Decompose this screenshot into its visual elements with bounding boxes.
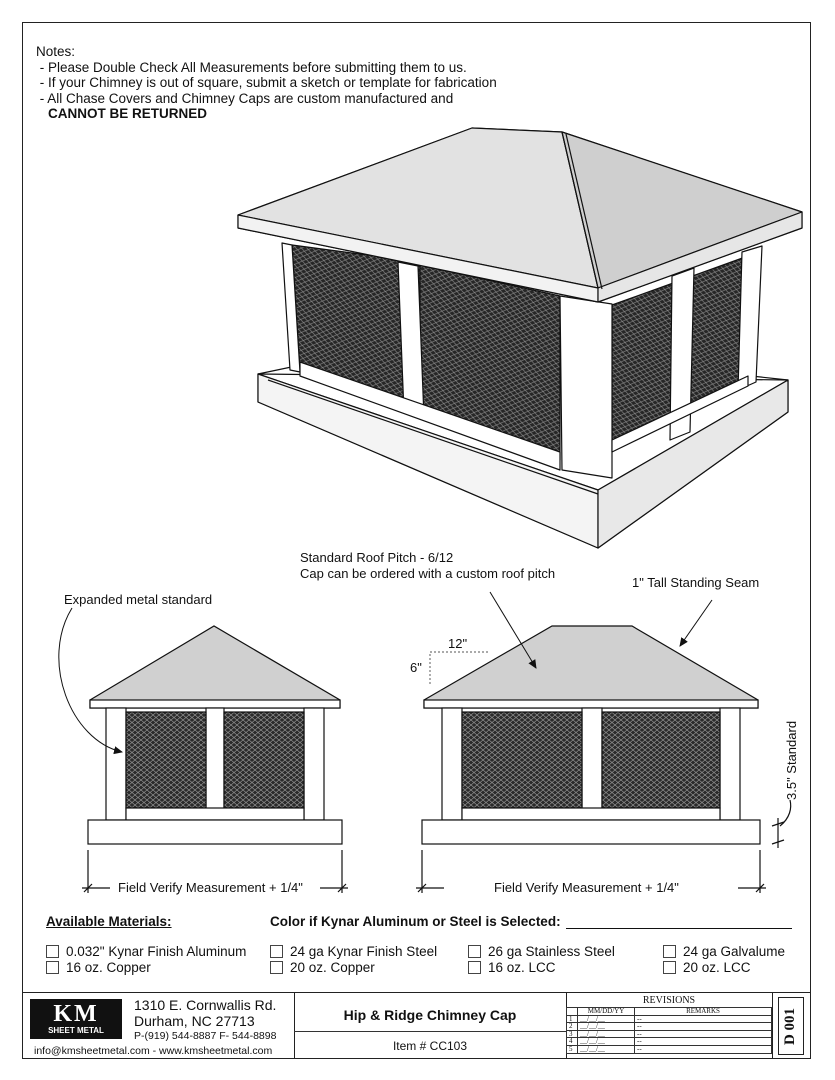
side-elevation — [82, 626, 348, 893]
material-label: 20 oz. Copper — [290, 960, 375, 975]
sheet-code: D 001 — [782, 1007, 799, 1045]
expanded-metal-label: Expanded metal standard — [64, 592, 213, 607]
custom-pitch-label: Cap can be ordered with a custom roof pitch — [300, 566, 556, 581]
material-label: 26 ga Stainless Steel — [488, 944, 615, 959]
checkbox[interactable] — [468, 961, 481, 974]
front-elevation — [416, 626, 791, 893]
checkbox[interactable] — [270, 945, 283, 958]
material-label: 16 oz. Copper — [66, 960, 151, 975]
material-label: 20 oz. LCC — [683, 960, 751, 975]
material-option[interactable] — [270, 960, 375, 975]
standard-height-label: 3.5" Standard — [784, 720, 799, 800]
roof-pitch-label: Standard Roof Pitch - 6/12 — [300, 550, 454, 565]
checkbox[interactable] — [46, 945, 59, 958]
material-option[interactable] — [468, 960, 556, 975]
checkbox[interactable] — [46, 961, 59, 974]
note-line-2: - If your Chimney is out of square, submit a sketch or template for fabrication — [36, 75, 497, 90]
note-line-3: - All Chase Covers and Chimney Caps are custom manufactured and — [36, 90, 454, 106]
pitch-rise-label: 6" — [410, 660, 422, 675]
divider — [772, 993, 773, 1058]
field-verify-right-label: Field Verify Measurement + 1/4" — [494, 880, 679, 895]
checkbox[interactable] — [663, 945, 676, 958]
logo-subtitle: SHEET METAL — [48, 1026, 104, 1035]
material-option[interactable] — [46, 944, 246, 959]
note-warning: CANNOT BE RETURNED — [48, 106, 208, 121]
revisions-table — [566, 1007, 772, 1054]
contact-info: info@kmsheetmetal.com - www.kmsheetmetal.com — [34, 1045, 273, 1057]
table-row: 2 __/__/__ -- — [567, 1023, 772, 1031]
material-option[interactable] — [46, 960, 151, 975]
color-entry-line[interactable] — [566, 914, 792, 929]
table-row: 1 __/__/__ -- — [567, 1015, 772, 1023]
table-row: 3 __/__/__ -- — [567, 1030, 772, 1038]
pitch-run-label: 12" — [448, 636, 468, 651]
material-label: 0.032" Kynar Finish Aluminum — [66, 944, 247, 959]
table-row: 4 __/__/__ -- — [567, 1038, 772, 1046]
standing-seam-label: 1" Tall Standing Seam — [632, 575, 760, 590]
phone-fax: P-(919) 544-8887 F- 544-8898 — [134, 1030, 277, 1042]
material-option[interactable] — [663, 944, 785, 959]
notes-heading: Notes: — [36, 44, 76, 59]
rev-col-date: MM/DD/YY — [578, 1008, 635, 1016]
material-option[interactable] — [270, 944, 437, 959]
checkbox[interactable] — [270, 961, 283, 974]
material-option[interactable] — [663, 960, 751, 975]
sheet-code-box — [778, 997, 804, 1055]
rev-col-remarks: REMARKS — [635, 1008, 772, 1016]
table-row: 5 __/__/__ -- — [567, 1045, 772, 1053]
checkbox[interactable] — [663, 961, 676, 974]
company-logo — [30, 999, 122, 1039]
material-label: 24 ga Kynar Finish Steel — [290, 944, 438, 959]
material-option[interactable] — [468, 944, 615, 959]
revisions-title: REVISIONS — [642, 995, 696, 1006]
drawing-title: Hip & Ridge Chimney Cap — [343, 1007, 517, 1023]
materials-title: Available Materials: — [46, 914, 172, 929]
material-label: 16 oz. LCC — [488, 960, 556, 975]
material-label: 24 ga Galvalume — [683, 944, 786, 959]
logo-mark: KM — [53, 1001, 99, 1027]
checkbox[interactable] — [468, 945, 481, 958]
divider — [294, 1031, 566, 1032]
isometric-view — [238, 128, 802, 548]
field-verify-left-label: Field Verify Measurement + 1/4" — [118, 880, 303, 895]
title-block — [22, 992, 811, 1059]
address-line-1: 1310 E. Cornwallis Rd. — [134, 997, 277, 1013]
address-line-2: Durham, NC 27713 — [134, 1013, 255, 1029]
item-number: Item # CC103 — [392, 1039, 468, 1053]
color-prompt: Color if Kynar Aluminum or Steel is Selected: — [270, 914, 561, 929]
note-line-1: - Please Double Check All Measurements before submitting them to us. — [36, 59, 467, 75]
